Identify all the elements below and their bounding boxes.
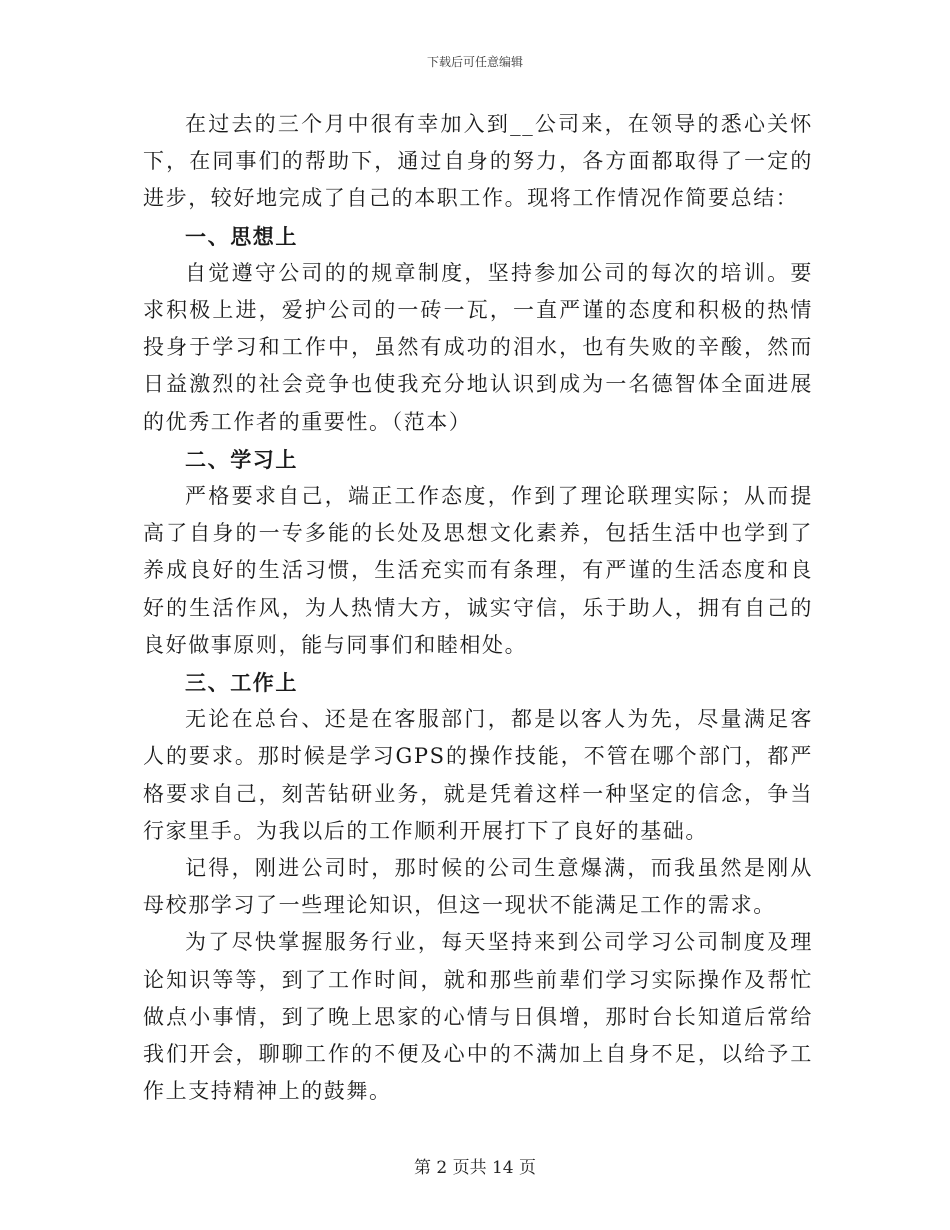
section-paragraph-work-3: 为了尽快掌握服务行业，每天坚持来到公司学习公司制度及理论知识等等，到了工作时间，就和那些前辈们学习实际操作及帮忙做点小事情，到了晚上思家的心情与日俱增，那时台长知道后常给我们开会，聊聊工作的不便及心中的不满加上自身不足，以给予工作上支持精神上的鼓舞。	[143, 930, 813, 1104]
page-number-footer: 第 2 页共 14 页	[413, 1158, 537, 1178]
section-paragraph-study: 严格要求自己，端正工作态度，作到了理论联理实际；从而提高了自身的一专多能的长处及思想文化素养，包括生活中也学到了养成良好的生活习惯，生活充实而有条理，有严谨的生活态度和良好的生活作风，为人热情大方，诚实守信，乐于助人，拥有自己的良好做事原则，能与同事们和睦相处。	[143, 484, 813, 657]
intro-paragraph: 在过去的三个月中很有幸加入到__公司来，在领导的悉心关怀下，在同事们的帮助下，通过自身的努力，各方面都取得了一定的进步，较好地完成了自己的本职工作。现将工作情况作简要总结：	[143, 112, 813, 211]
section-paragraph-work-2: 记得，刚进公司时，那时候的公司生意爆满，而我虽然是刚从母校那学习了一些理论知识，但这一现状不能满足工作的需求。	[143, 856, 813, 918]
section-paragraph-work-1: 无论在总台、还是在客服部门，都是以客人为先，尽量满足客人的要求。那时候是学习GPS的操作技能，不管在哪个部门，都严格要求自己，刻苦钻研业务，就是凭着这样一种坚定的信念，争当行家里手。为我以后的工作顺利开展打下了良好的基础。	[143, 707, 813, 843]
section-heading-thought: 一、思想上	[185, 223, 298, 249]
page-header: 下载后可任意编辑	[426, 55, 523, 69]
section-heading-work: 三、工作上	[185, 670, 298, 696]
section-heading-study: 二、学习上	[185, 446, 298, 472]
document-body	[143, 106, 813, 1110]
section-paragraph-thought: 自觉遵守公司的的规章制度，坚持参加公司的每次的培训。要求积极上进，爱护公司的一砖一瓦，一直严谨的态度和积极的热情投身于学习和工作中，虽然有成功的泪水，也有失败的辛酸，然而日益激烈的社会竞争也使我充分地认识到成为一名德智体全面进展的优秀工作者的重要性。（范本）	[143, 260, 813, 434]
